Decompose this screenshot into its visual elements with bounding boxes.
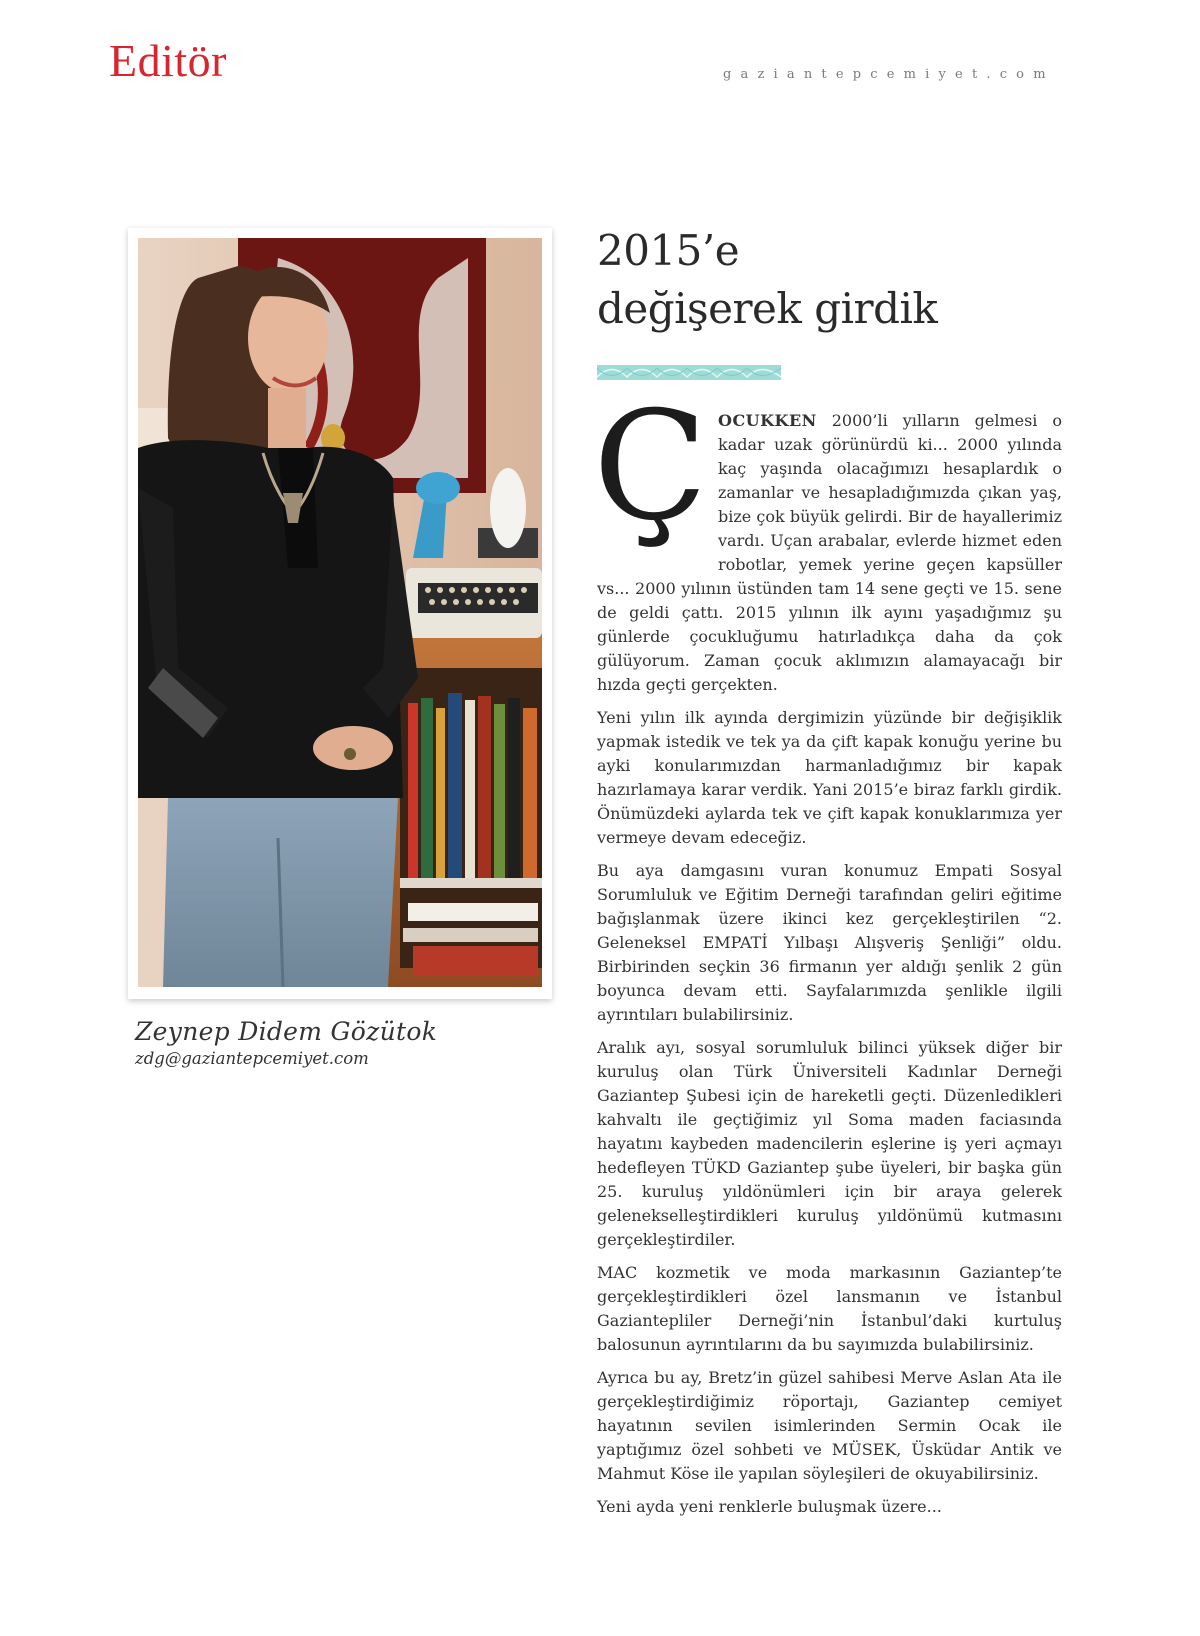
drop-cap: Ç [593, 380, 708, 554]
site-url: gaziantepcemiyet.com [723, 67, 1055, 82]
article-body [593, 380, 1062, 1528]
lead-word: OCUKKEN [718, 411, 817, 430]
title-line-1: 2015’e [597, 226, 740, 275]
title-line-2: değişerek girdik [597, 284, 938, 333]
article-paragraph-2: Yeni yılın ilk ayında dergimizin yüzünde bir değişiklik yapmak istedik ve tek ya da çift kapak konuğu yerine bu ayki konularımızdan harmanladığımız bir kapak hazırlamaya karar verdik. Yani 2015’e biraz farklı girdik. Önümüzdeki aylarda tek ve çift kapak konuklarımıza yer vermeye devam edeceğiz. [597, 708, 1062, 847]
article-title [597, 222, 1077, 338]
author-photo [138, 238, 542, 987]
section-label: Editör [109, 35, 227, 86]
article-paragraph-1 [593, 380, 1062, 697]
article-paragraph-5: MAC kozmetik ve moda markasının Gaziantep’te gerçekleştirdikleri özel lansmanın ve İstanbul Gaziantepliler Derneği’nin İstanbul’daki kurtuluş balosunun ayrıntılarını da bu sayımızda bulabilirsiniz. [597, 1263, 1062, 1354]
article-paragraph-6: Ayrıca bu ay, Bretz’in güzel sahibesi Merve Aslan Ata ile gerçekleştirdiğimiz röportajı, Gaziantep cemiyet hayatının sevilen isimlerinden Sermin Ocak ile yaptığımız özel sohbeti ve MÜSEK, Üsküdar Antik ve Mahmut Köse ile yapılan söyleşileri de okuyabilirsiniz. [597, 1368, 1062, 1483]
author-name: Zeynep Didem Gözütok [135, 1017, 438, 1046]
decorative-divider [597, 365, 781, 380]
author-photo-frame [128, 228, 552, 999]
article-paragraph-3: Bu aya damgasını vuran konumuz Empati Sosyal Sorumluluk ve Eğitim Derneği tarafından geliri eğitime bağışlanmak üzere ikinci kez gerçekleştirilen “2. Geleneksel EMPATİ Yılbaşı Alışveriş Şenliği” oldu. Birbirinden seçkin 36 firmanın yer aldığı şenlik 2 gün boyunca devam etti. Sayfalarımızda şenlikle ilgili ayrıntıları bulabilirsiniz. [597, 861, 1062, 1024]
paragraph-1-text: 2000’li yılların gelmesi o kadar uzak görünürdü ki... 2000 yılında kaç yaşında olacağımızı hesaplardık o zamanlar ve hesapladığımızda çıkan yaş, bize çok büyük gelirdi. Bir de hayallerimiz vardı. Uçan arabalar, evlerde hizmet eden robotlar, yemek yerine geçen kapsüller vs... 2000 yılının üstünden tam 14 sene geçti ve 15. sene de geldi çattı. 2015 yılının ilk ayını yaşadığımız şu günlerde çocukluğumu hatırladıkça daha da çok gülüyorum. Zaman çocuk aklımızın alamayacağı bir hızda geçti gerçekten. [597, 411, 1062, 694]
article-paragraph-7: Yeni ayda yeni renklerle buluşmak üzere... [597, 1497, 942, 1516]
article-paragraph-4: Aralık ayı, sosyal sorumluluk bilinci yüksek diğer bir kuruluş olan Türk Üniversiteli Kadınlar Derneği Gaziantep Şubesi için de hareketli geçti. Düzenledikleri kahvaltı ile geçtiğimiz yıl Soma maden faciasında hayatını kaybeden madencilerin eşlerine iş yeri açmayı hedefleyen TÜKD Gaziantep şube üyeleri, bir başka gün 25. kuruluş yıldönümleri için bir araya gelerek gelenekselleştirdikleri kuruluş yıldönümü kutmasını gerçekleştirdiler. [597, 1038, 1062, 1249]
author-email[interactable]: zdg@gaziantepcemiyet.com [135, 1049, 369, 1068]
